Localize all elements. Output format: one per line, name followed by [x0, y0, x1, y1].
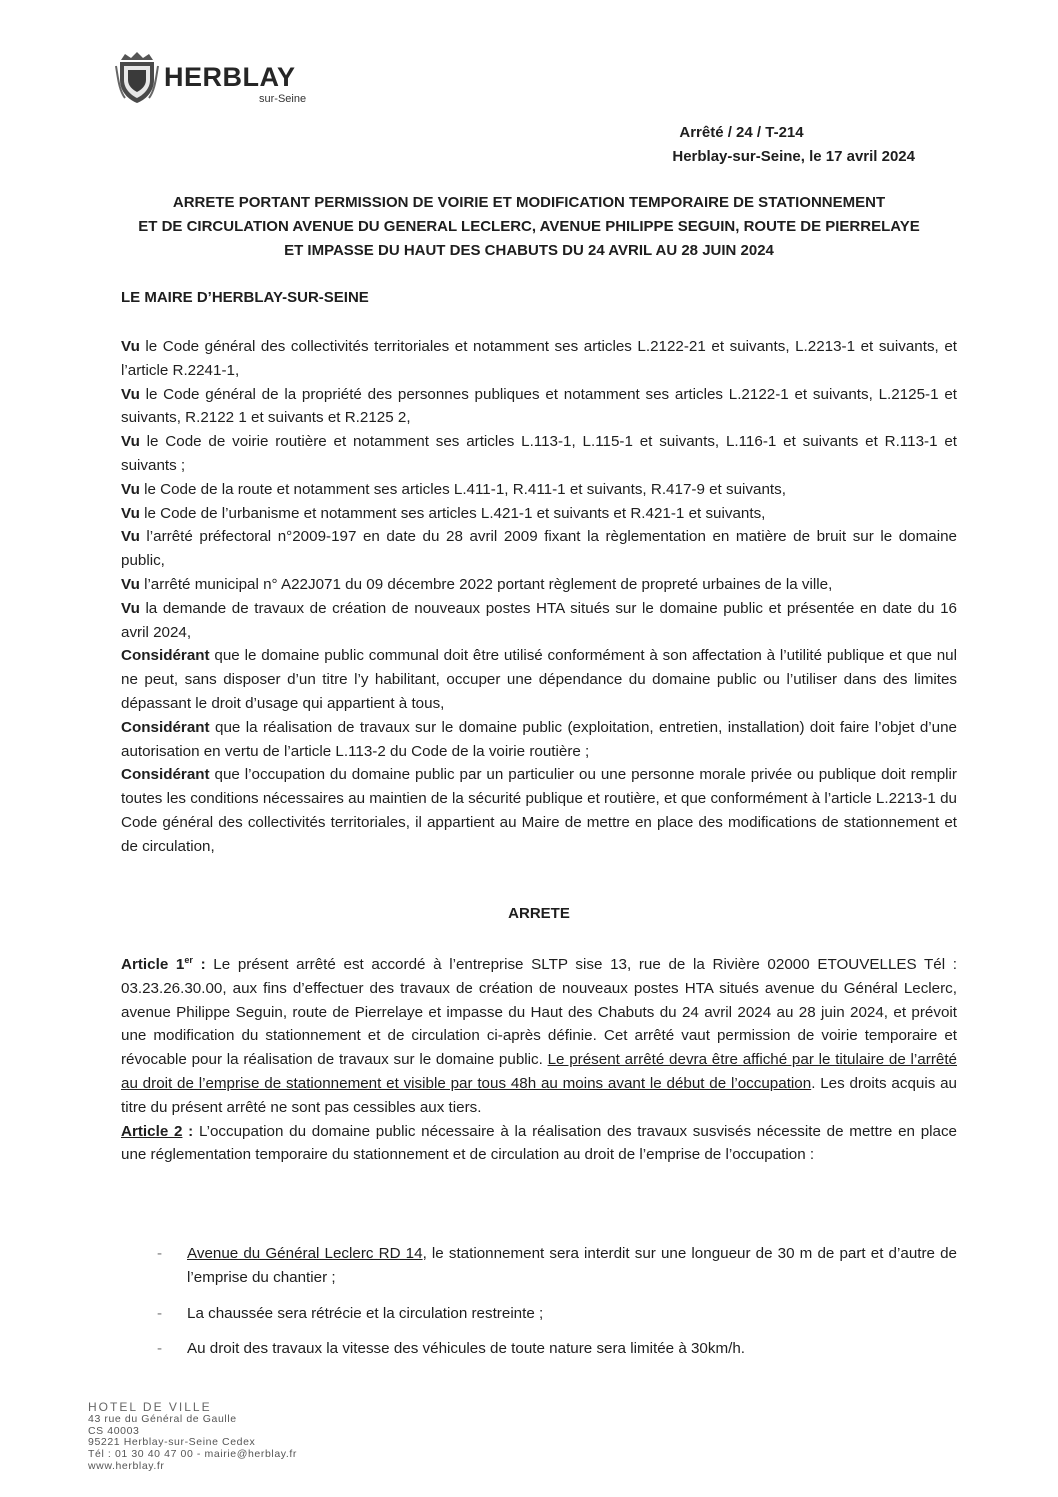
considerant-text: que la réalisation de travaux sur le domaine public (exploitation, entretien, installation) doit faire l’objet d’une autorisation en vertu de l’article L.113-2 du Code de la voirie routière ;: [121, 718, 957, 760]
considerant-item: [121, 644, 957, 715]
considerant-item: [121, 502, 957, 526]
considerant-text: que l’occupation du domaine public par un particulier ou une personne morale privée ou publique doit remplir toutes les conditions nécessaires au maintien de la sécurité publique et routière, et que conformément à l’article L.2213-1 du Code général des collectivités territoriales, il appartient au Maire de mettre en place des modifications de stationnement et de circulation,: [121, 766, 957, 855]
considerant-text: le Code général des collectivités territoriales et notamment ses articles L.2122-21 et suivants, L.2213-1 et suivants, et l’article R.2241-1,: [121, 338, 957, 379]
arrete-reference: Arrêté / 24 / T-214: [679, 124, 804, 141]
document-title: [100, 191, 958, 263]
considerants-list: [121, 335, 957, 859]
considerant-text: la demande de travaux de création de nouveaux postes HTA situés sur le domaine public et présentée en date du 16 avril 2024,: [121, 599, 957, 641]
considerant-lead: Vu: [121, 338, 140, 355]
dash-bullet: -: [157, 1304, 163, 1322]
articles: [121, 953, 957, 1167]
title-line: ET DE CIRCULATION AVENUE DU GENERAL LECLERC, AVENUE PHILIPPE SEGUIN, ROUTE DE PIERRELAYE: [138, 218, 920, 235]
considerant-text: le Code général de la propriété des personnes publiques et notamment ses articles L.2122-1 et suivants, L.2125-1 et suivants, R.2122 1 et suivants et R.2125 2,: [121, 385, 957, 427]
considerant-item: [121, 597, 957, 645]
footer-website: www.herblay.fr: [88, 1459, 165, 1472]
measures-list: [157, 1242, 957, 1373]
considerant-item: [121, 430, 957, 478]
reference-block: [672, 121, 915, 169]
considerant-lead: Considérant: [121, 718, 210, 736]
logo-subtitle: sur-Seine: [259, 93, 307, 105]
footer-title: HOTEL DE VILLE: [88, 1400, 212, 1414]
considerant-lead: Vu: [121, 575, 140, 593]
title-line: ARRETE PORTANT PERMISSION DE VOIRIE ET MODIFICATION TEMPORAIRE DE STATIONNEMENT: [172, 194, 886, 211]
considerant-text: le Code de la route et notamment ses articles L.411-1, R.411-1 et suivants, R.417-9 et suivants,: [139, 480, 786, 498]
arrete-heading: ARRETE: [508, 905, 570, 922]
considerant-item: [121, 763, 957, 858]
list-item: [157, 1242, 957, 1290]
logo-name: HERBLAY: [164, 62, 296, 92]
considerant-lead: Vu: [121, 528, 140, 546]
considerant-lead: Considérant: [121, 647, 210, 665]
considerant-lead: Vu: [121, 504, 140, 522]
list-item: [157, 1337, 957, 1361]
place-date: Herblay-sur-Seine, le 17 avril 2024: [672, 148, 915, 165]
article-text-tail: . Les droits acquis au titre du présent arrêté ne sont pas cessibles aux tiers.: [121, 1074, 957, 1116]
footer-line: CS 40003: [88, 1424, 140, 1437]
considerant-text: l’arrêté préfectoral n°2009-197 en date du 28 avril 2009 fixant la règlementation en matière de bruit sur le domaine public,: [121, 528, 957, 570]
article-label: Article 1er :: [121, 954, 214, 973]
article-text: L’occupation du domaine public nécessaire à la réalisation des travaux susvisés nécessite de mettre en place une réglementation temporaire du stationnement et de circulation au droit de l’emprise de l’occupation :: [121, 1122, 957, 1164]
considerant-item: [121, 383, 957, 431]
considerant-lead: Vu: [121, 433, 140, 451]
footer-contact: Tél : 01 30 40 47 00 - mairie@herblay.fr: [88, 1448, 297, 1461]
article-label: Article 2: [121, 1122, 183, 1140]
considerant-text: l’arrêté municipal n° A22J071 du 09 décembre 2022 portant règlement de propreté urbaines de la ville,: [139, 575, 833, 593]
considerant-lead: Considérant: [121, 766, 210, 784]
measure-text: Au droit des travaux la vitesse des véhicules de toute nature sera limitée à 30km/h.: [187, 1340, 746, 1358]
article-underlined-text: Le présent arrêté devra être affiché par le titulaire de l’arrêté au droit de l’emprise de stationnement et visible par tous 48h au moins avant le début de l’occupation: [121, 1051, 957, 1092]
street-name: Avenue du Général Leclerc RD 14: [187, 1245, 423, 1262]
considerant-item: [121, 525, 957, 573]
measure-text: La chaussée sera rétrécie et la circulation restreinte ;: [187, 1304, 544, 1322]
considerant-lead: Vu: [121, 480, 140, 498]
considerant-lead: Vu: [121, 385, 140, 403]
herblay-logo: [112, 48, 342, 108]
article-1: [121, 953, 957, 1120]
footer-line: 43 rue du Général de Gaulle: [88, 1412, 237, 1425]
list-item: [157, 1302, 957, 1326]
title-line: ET IMPASSE DU HAUT DES CHABUTS DU 24 AVRIL AU 28 JUIN 2024: [284, 242, 774, 259]
footer-line: 95221 Herblay-sur-Seine Cedex: [88, 1436, 256, 1449]
considerant-item: [121, 478, 957, 502]
mayor-heading: LE MAIRE D’HERBLAY-SUR-SEINE: [121, 289, 369, 306]
dash-bullet: -: [157, 1340, 163, 1358]
considerant-text: le Code de l’urbanisme et notamment ses articles L.421-1 et suivants et R.421-1 et suivants,: [139, 504, 766, 522]
considerant-item: [121, 716, 957, 764]
considerant-text: le Code de voirie routière et notamment ses articles L.113-1, L.115-1 et suivants, L.116-1 et suivants et R.113-1 et suivants ;: [121, 433, 957, 474]
article-2: Article 2 : L’occupation du domaine public nécessaire à la réalisation des travaux susvisés nécessite de mettre en place une réglementation temporaire du stationnement et de circulation au droit de l’emprise de l’occupation :: [121, 1122, 957, 1164]
measure-text: , le stationnement sera interdit sur une longueur de 30 m de part et d’autre de l’emprise du chantier ;: [187, 1245, 957, 1286]
article-text: Le présent arrêté est accordé à l’entreprise SLTP sise 13, rue de la Rivière 02000 ETOUVELLES Tél : 03.23.26.30.00, aux fins d’effectuer des travaux de création de nouveaux postes HTA situés avenue du Général Leclerc, avenue Philippe Seguin, route de Pierrelaye et impasse du Haut des Chabuts du 24 avril 2024 au 28 juin 2024, et prévoit une modification du stationnement et de circulation ci-après définie. Cet arrêté vaut permission de voirie temporaire et révocable pour la réalisation de travaux sur le domaine public.: [121, 956, 958, 1069]
city-seal-icon: [115, 50, 159, 104]
considerant-text: que le domaine public communal doit être utilisé conformément à son affectation à l’utilité publique et que nul ne peut, sans disposer d’un titre l’y habilitant, occuper une dépendance du domaine public ou l’utiliser dans des limites dépassant le droit d’usage qui appartient à tous,: [121, 647, 957, 712]
considerant-lead: Vu: [121, 599, 140, 617]
considerant-item: [121, 335, 957, 383]
footer-address: [88, 1402, 297, 1473]
dash-bullet: -: [157, 1245, 163, 1262]
considerant-item: [121, 573, 957, 597]
